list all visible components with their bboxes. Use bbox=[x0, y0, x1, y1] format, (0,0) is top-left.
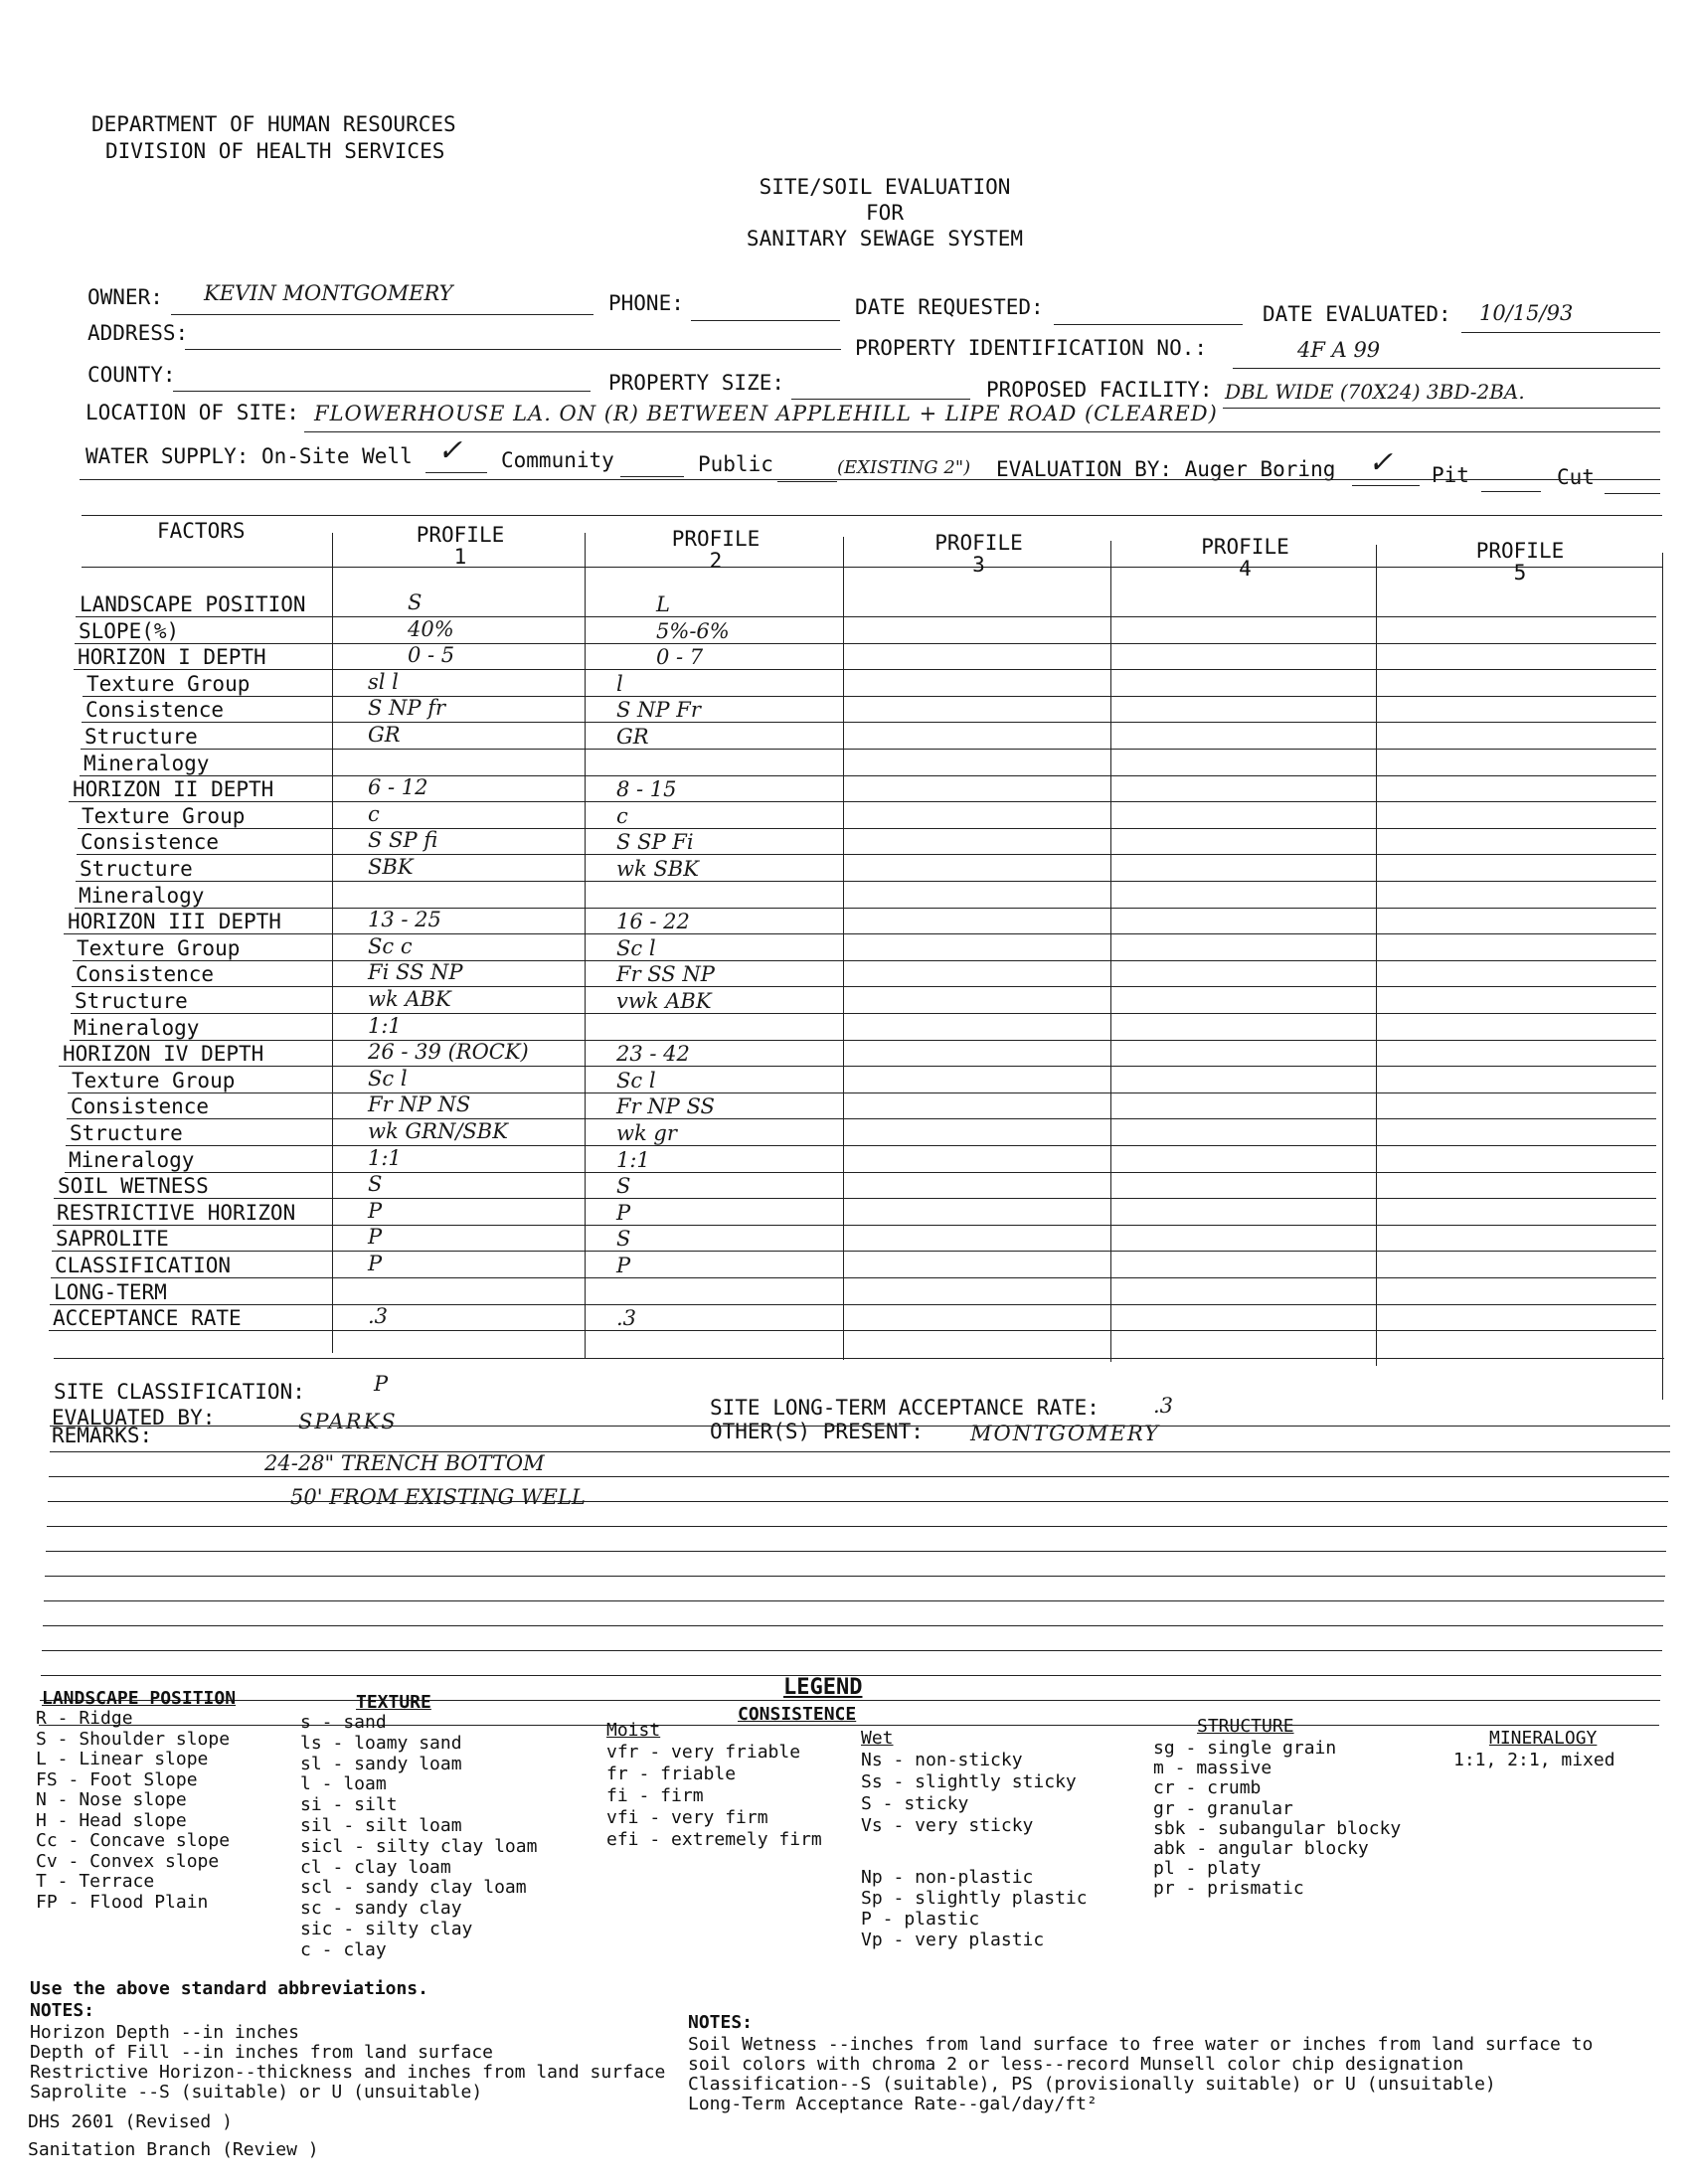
factor-label: SLOPE(%) bbox=[79, 618, 180, 643]
factor-label: SAPROLITE bbox=[56, 1227, 169, 1252]
texture-legend-item: c - clay bbox=[300, 1938, 387, 1960]
profile-2-value[interactable]: P bbox=[616, 1254, 631, 1277]
moist-legend-item: vfi - very firm bbox=[606, 1807, 768, 1828]
profile-number: 3 bbox=[972, 553, 985, 577]
factor-label: Structure bbox=[85, 725, 198, 749]
wet-legend-item: Ss - slightly sticky bbox=[861, 1771, 1077, 1792]
profile-1-value[interactable]: GR bbox=[368, 723, 401, 747]
profile-2-value[interactable]: S NP Fr bbox=[616, 698, 701, 723]
landscape-legend-item: R - Ridge bbox=[36, 1708, 133, 1729]
factor-label: RESTRICTIVE HORIZON bbox=[57, 1200, 296, 1225]
texture-legend-item: ls - loamy sand bbox=[300, 1732, 462, 1754]
profile-header: PROFILE bbox=[934, 531, 1023, 555]
evaluation-by-label: EVALUATION BY: Auger Boring bbox=[996, 457, 1336, 481]
profile-2-value[interactable]: 0 - 7 bbox=[656, 645, 704, 670]
evaluated-by-value[interactable]: SPARKS bbox=[298, 1410, 398, 1433]
texture-legend-item: sil - silt loam bbox=[300, 1815, 462, 1836]
landscape-legend-item: S - Shoulder slope bbox=[36, 1728, 231, 1750]
proposed-facility-value[interactable]: DBL WIDE (70X24) 3BD-2BA. bbox=[1225, 380, 1525, 404]
auger-boring-check[interactable]: ✓ bbox=[1368, 445, 1394, 480]
moist-legend-item: fr - friable bbox=[606, 1764, 737, 1784]
profile-2-value[interactable]: 5%-6% bbox=[656, 618, 730, 643]
property-size-label: PROPERTY SIZE: bbox=[608, 371, 785, 395]
profile-1-value[interactable]: 1:1 bbox=[368, 1145, 402, 1170]
texture-legend-item: sic - silty clay bbox=[300, 1919, 473, 1939]
factor-label: Texture Group bbox=[77, 935, 241, 960]
county-label: COUNTY: bbox=[87, 363, 176, 387]
factor-label: Texture Group bbox=[82, 803, 246, 828]
public-label: Public bbox=[698, 452, 773, 476]
profile-1-value[interactable]: SBK bbox=[368, 855, 414, 879]
factor-label: Consistence bbox=[71, 1094, 210, 1119]
remarks-label: REMARKS: bbox=[52, 1424, 153, 1447]
profile-number: 1 bbox=[453, 545, 467, 569]
landscape-legend-item: FP - Flood Plain bbox=[36, 1891, 209, 1913]
profile-header: PROFILE bbox=[671, 527, 761, 551]
proposed-facility-label: PROPOSED FACILITY: bbox=[986, 378, 1213, 402]
profile-1-value[interactable]: 26 - 39 (ROCK) bbox=[368, 1040, 529, 1065]
factor-label: HORIZON IV DEPTH bbox=[63, 1042, 264, 1067]
profile-number: 5 bbox=[1513, 561, 1527, 585]
profile-2-value[interactable]: Fr SS NP bbox=[616, 962, 715, 987]
existing-well-note: (EXISTING 2") bbox=[837, 457, 971, 478]
profile-2-value[interactable]: c bbox=[616, 803, 628, 828]
notes-title-right: NOTES: bbox=[688, 2012, 754, 2033]
profile-2-value[interactable]: S SP Fi bbox=[616, 830, 694, 855]
date-evaluated-value[interactable]: 10/15/93 bbox=[1479, 301, 1574, 325]
structure-legend-item: abk - angular blocky bbox=[1153, 1838, 1369, 1859]
factor-label: Structure bbox=[70, 1121, 183, 1145]
factor-label: Consistence bbox=[81, 830, 220, 855]
profile-1-value[interactable]: sl l bbox=[368, 669, 399, 694]
profile-1-value[interactable]: S bbox=[368, 1172, 383, 1197]
factor-label: Mineralogy bbox=[79, 883, 205, 908]
note-left-item: Restrictive Horizon--thickness and inches from land surface bbox=[30, 2062, 666, 2083]
landscape-legend-item: H - Head slope bbox=[36, 1809, 187, 1831]
legend-wet-title: Wet bbox=[861, 1728, 894, 1749]
date-requested-label: DATE REQUESTED: bbox=[855, 295, 1044, 319]
profile-2-value[interactable]: 23 - 42 bbox=[616, 1042, 690, 1067]
profile-1-value[interactable]: 6 - 12 bbox=[368, 775, 428, 800]
factor-label: Texture Group bbox=[72, 1068, 236, 1092]
site-classification-value[interactable]: P bbox=[374, 1372, 389, 1396]
legend-title: LEGEND bbox=[783, 1675, 863, 1700]
landscape-legend-item: L - Linear slope bbox=[36, 1749, 209, 1769]
location-value[interactable]: FLOWERHOUSE LA. ON (R) BETWEEN APPLEHILL + LIPE ROAD (CLEARED) bbox=[314, 402, 1218, 425]
factor-label: Mineralogy bbox=[74, 1015, 200, 1040]
profile-1-value[interactable]: S SP fi bbox=[368, 828, 438, 853]
profile-1-value[interactable]: 0 - 5 bbox=[408, 643, 455, 668]
profile-1-value[interactable]: c bbox=[368, 801, 380, 826]
legend-landscape-title: LANDSCAPE POSITION bbox=[42, 1688, 237, 1709]
evaluated-by-label: EVALUATED BY: bbox=[52, 1406, 216, 1429]
profile-1-value[interactable]: wk ABK bbox=[368, 987, 451, 1011]
factor-label: Mineralogy bbox=[84, 751, 210, 775]
location-label: LOCATION OF SITE: bbox=[85, 401, 299, 424]
texture-legend-item: sc - sandy clay bbox=[300, 1898, 462, 1920]
profile-1-value[interactable]: Fi SS NP bbox=[368, 960, 463, 985]
factor-label: Structure bbox=[75, 989, 188, 1013]
factor-label: Texture Group bbox=[86, 671, 251, 696]
texture-legend-item: s - sand bbox=[300, 1712, 387, 1733]
profile-1-value[interactable]: P bbox=[368, 1198, 383, 1223]
factor-label: LANDSCAPE POSITION bbox=[80, 592, 306, 616]
phone-label: PHONE: bbox=[608, 291, 684, 315]
profile-1-value[interactable]: wk GRN/SBK bbox=[368, 1119, 508, 1143]
texture-legend-item: scl - sandy clay loam bbox=[300, 1877, 527, 1899]
profile-1-value[interactable]: 40% bbox=[408, 616, 454, 641]
form-id: DHS 2601 (Revised ) bbox=[28, 2111, 233, 2132]
profile-2-value[interactable]: Sc l bbox=[616, 1068, 656, 1092]
legend-consistence-title: CONSISTENCE bbox=[738, 1704, 857, 1725]
profile-2-value[interactable]: L bbox=[656, 592, 670, 616]
profile-2-value[interactable]: wk gr bbox=[616, 1121, 677, 1145]
note-right-item: soil colors with chroma 2 or less--record Munsell color chip designation bbox=[688, 2054, 1464, 2075]
legend-structure-title: STRUCTURE bbox=[1197, 1716, 1294, 1737]
profile-1-value[interactable]: Sc c bbox=[368, 933, 413, 958]
notes-title-left: NOTES: bbox=[30, 2000, 95, 2021]
owner-label: OWNER: bbox=[87, 285, 163, 309]
landscape-legend-item: T - Terrace bbox=[36, 1871, 155, 1892]
texture-legend-item: l - loam bbox=[300, 1773, 387, 1795]
profile-header: PROFILE bbox=[416, 523, 505, 547]
site-rate-value[interactable]: .3 bbox=[1153, 1394, 1174, 1418]
profile-2-value[interactable]: l bbox=[616, 671, 623, 696]
factor-label: HORIZON II DEPTH bbox=[73, 777, 274, 802]
factor-label: Structure bbox=[80, 857, 193, 881]
factor-label: ACCEPTANCE RATE bbox=[53, 1306, 242, 1331]
note-right-item: Classification--S (suitable), PS (provisionally suitable) or U (unsuitable) bbox=[688, 2074, 1496, 2095]
legend-mineralogy-title: MINERALOGY bbox=[1489, 1728, 1598, 1749]
sanitation-branch: Sanitation Branch (Review ) bbox=[28, 2139, 319, 2160]
wet-legend-item: Vs - very sticky bbox=[861, 1815, 1034, 1836]
profile-1-value[interactable]: Fr NP NS bbox=[368, 1092, 471, 1117]
form-title-line1: SITE/SOIL EVALUATION bbox=[759, 175, 1011, 199]
onsite-well-check[interactable]: ✓ bbox=[437, 433, 463, 468]
moist-legend-item: vfr - very friable bbox=[606, 1742, 801, 1763]
profile-2-value[interactable]: P bbox=[616, 1200, 631, 1225]
profile-number: 2 bbox=[709, 549, 723, 573]
texture-legend-item: cl - clay loam bbox=[300, 1856, 451, 1878]
profile-2-value[interactable]: wk SBK bbox=[616, 857, 699, 881]
form-title-line3: SANITARY SEWAGE SYSTEM bbox=[746, 227, 1024, 251]
structure-legend-item: pl - platy bbox=[1153, 1858, 1262, 1880]
address-label: ADDRESS: bbox=[87, 321, 189, 345]
moist-legend-item: efi - extremely firm bbox=[606, 1829, 822, 1850]
profile-2-value[interactable]: Sc l bbox=[616, 935, 656, 960]
landscape-legend-item: N - Nose slope bbox=[36, 1789, 187, 1810]
profile-2-value[interactable]: S bbox=[616, 1174, 631, 1199]
profile-2-value[interactable]: 16 - 22 bbox=[616, 910, 690, 934]
structure-legend-item: sg - single grain bbox=[1153, 1738, 1337, 1759]
factors-header: FACTORS bbox=[157, 519, 246, 543]
note-left-item: Horizon Depth --in inches bbox=[30, 2022, 299, 2043]
note-right-item: Long-Term Acceptance Rate--gal/day/ft² bbox=[688, 2094, 1098, 2114]
structure-legend-item: cr - crumb bbox=[1153, 1777, 1262, 1799]
remark-line-1[interactable]: 24-28" TRENCH BOTTOM bbox=[264, 1451, 545, 1475]
profile-2-value[interactable]: Fr NP SS bbox=[616, 1094, 715, 1119]
profile-1-value[interactable]: 13 - 25 bbox=[368, 908, 441, 932]
moist-legend-item: fi - firm bbox=[606, 1785, 704, 1806]
landscape-legend-item: Cc - Concave slope bbox=[36, 1830, 231, 1851]
structure-legend-item: pr - prismatic bbox=[1153, 1878, 1304, 1900]
note-left-item: Depth of Fill --in inches from land surface bbox=[30, 2042, 493, 2063]
profile-1-value[interactable]: S NP fr bbox=[368, 696, 446, 721]
wet-legend-item: Ns - non-sticky bbox=[861, 1750, 1023, 1770]
profile-2-value[interactable]: GR bbox=[616, 725, 649, 749]
legend-texture-title: TEXTURE bbox=[356, 1692, 431, 1713]
owner-value[interactable]: KEVIN MONTGOMERY bbox=[204, 281, 453, 305]
texture-legend-item: sicl - silty clay loam bbox=[300, 1835, 538, 1857]
profile-2-value[interactable]: .3 bbox=[616, 1306, 637, 1331]
date-evaluated-label: DATE EVALUATED: bbox=[1263, 302, 1451, 326]
factor-label: Mineralogy bbox=[69, 1147, 195, 1172]
factor-label: LONG-TERM bbox=[54, 1279, 167, 1304]
texture-legend-item: si - silt bbox=[300, 1794, 398, 1816]
wet-legend-item: S - sticky bbox=[861, 1793, 969, 1814]
factor-label: SOIL WETNESS bbox=[58, 1174, 209, 1199]
remark-line-2[interactable]: 50' FROM EXISTING WELL bbox=[290, 1485, 586, 1509]
property-id-value[interactable]: 4F A 99 bbox=[1297, 338, 1381, 362]
texture-legend-item: sl - sandy loam bbox=[300, 1753, 462, 1774]
factor-label: Consistence bbox=[76, 962, 215, 987]
community-label: Community bbox=[501, 448, 614, 472]
profile-number: 4 bbox=[1239, 557, 1252, 581]
profile-1-value[interactable]: 1:1 bbox=[368, 1013, 402, 1038]
plastic-legend-item: Sp - slightly plastic bbox=[861, 1888, 1088, 1909]
profile-header: PROFILE bbox=[1475, 539, 1565, 563]
profile-1-value[interactable]: .3 bbox=[368, 1304, 389, 1329]
plastic-legend-item: Np - non-plastic bbox=[861, 1867, 1034, 1888]
profile-2-value[interactable]: vwk ABK bbox=[616, 989, 712, 1013]
form-title-line2: FOR bbox=[866, 201, 904, 225]
structure-legend-item: m - massive bbox=[1153, 1758, 1272, 1779]
landscape-legend-item: FS - Foot Slope bbox=[36, 1768, 198, 1790]
profile-2-value[interactable]: 8 - 15 bbox=[616, 777, 677, 802]
structure-legend-item: sbk - subangular blocky bbox=[1153, 1817, 1402, 1839]
profile-header: PROFILE bbox=[1201, 535, 1289, 559]
legend-mineralogy-values: 1:1, 2:1, mixed bbox=[1453, 1750, 1615, 1770]
others-present-label: OTHER(S) PRESENT: bbox=[710, 1420, 924, 1443]
legend-moist-title: Moist bbox=[606, 1720, 661, 1741]
profile-1-value[interactable]: P bbox=[368, 1225, 383, 1250]
factor-label: CLASSIFICATION bbox=[55, 1254, 232, 1277]
landscape-legend-item: Cv - Convex slope bbox=[36, 1850, 220, 1872]
water-supply-label: WATER SUPPLY: On-Site Well bbox=[85, 444, 413, 468]
factor-label: HORIZON I DEPTH bbox=[78, 645, 266, 670]
use-abbreviations-note: Use the above standard abbreviations. bbox=[30, 1978, 428, 1999]
cut-label: Cut bbox=[1557, 465, 1595, 489]
plastic-legend-item: Vp - very plastic bbox=[861, 1930, 1045, 1950]
structure-legend-item: gr - granular bbox=[1153, 1797, 1293, 1819]
profile-1-value[interactable]: Sc l bbox=[368, 1066, 408, 1091]
department-name: DEPARTMENT OF HUMAN RESOURCES bbox=[91, 112, 456, 136]
plastic-legend-item: P - plastic bbox=[861, 1909, 980, 1930]
site-classification-label: SITE CLASSIFICATION: bbox=[54, 1380, 305, 1404]
note-right-item: Soil Wetness --inches from land surface to free water or inches from land surface to bbox=[688, 2034, 1594, 2055]
pit-label: Pit bbox=[1432, 463, 1469, 487]
profile-2-value[interactable]: S bbox=[616, 1227, 631, 1252]
site-rate-label: SITE LONG-TERM ACCEPTANCE RATE: bbox=[710, 1396, 1100, 1420]
profile-1-value[interactable]: S bbox=[408, 590, 423, 614]
division-name: DIVISION OF HEALTH SERVICES bbox=[105, 139, 445, 163]
profile-2-value[interactable]: 1:1 bbox=[616, 1147, 650, 1172]
others-present-value[interactable]: MONTGOMERY bbox=[970, 1422, 1160, 1445]
factor-label: Consistence bbox=[85, 698, 225, 723]
profile-1-value[interactable]: P bbox=[368, 1252, 383, 1275]
note-left-item: Saprolite --S (suitable) or U (unsuitable) bbox=[30, 2082, 483, 2102]
property-id-label: PROPERTY IDENTIFICATION NO.: bbox=[855, 336, 1208, 360]
factor-label: HORIZON III DEPTH bbox=[68, 910, 281, 934]
